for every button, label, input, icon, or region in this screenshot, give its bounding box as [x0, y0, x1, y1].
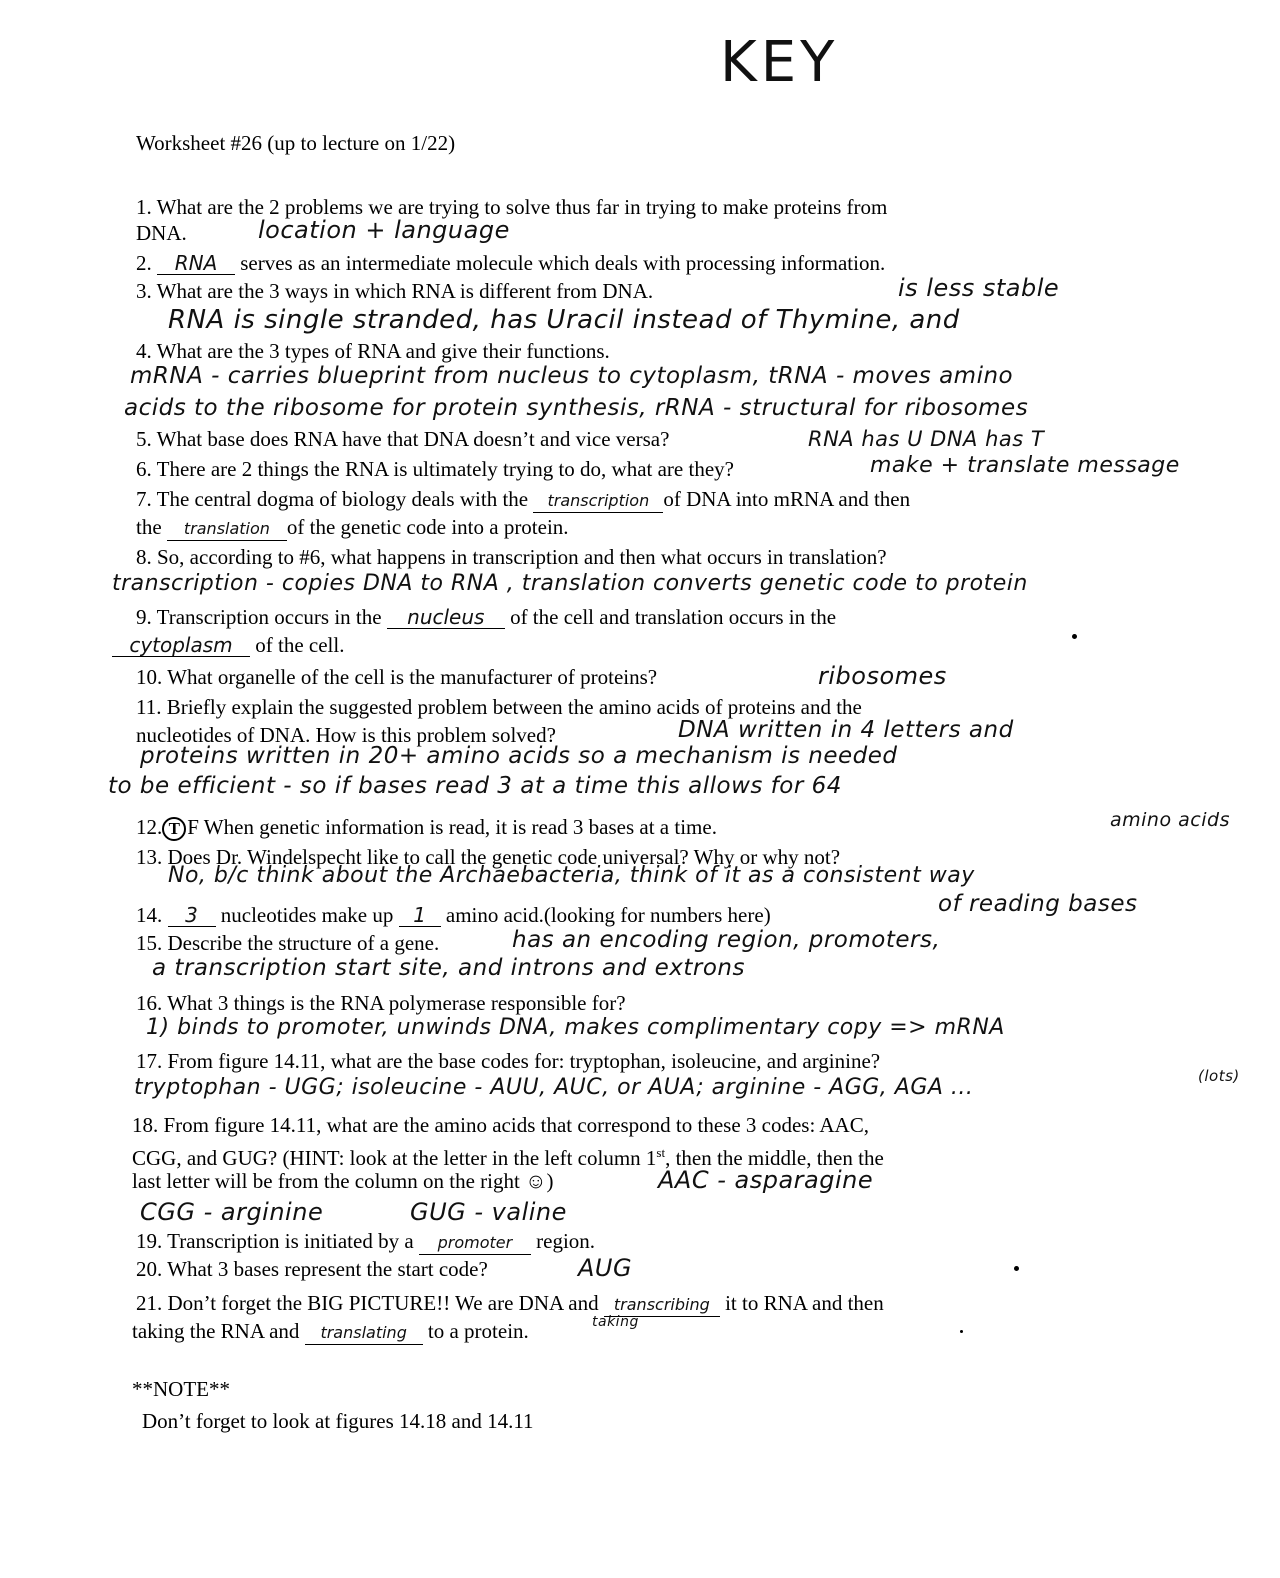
q8-answer: transcription - copies DNA to RNA , translation converts genetic code to protein [112, 571, 1028, 596]
q3-answer-a: is less stable [898, 274, 1060, 302]
q7-blank-2-answer: translation [183, 519, 270, 538]
q7-text-c: the [136, 515, 167, 539]
q18-text-a: CGG, and GUG? (HINT: look at the letter in the left column 1 [132, 1146, 657, 1170]
q12-line [136, 814, 717, 841]
q2-number: 2. [136, 251, 157, 275]
q19-blank [419, 1230, 531, 1255]
q21-line2 [132, 1318, 529, 1345]
q1-answer: location + language [258, 216, 510, 244]
q11-answer-d: amino acids [1110, 809, 1230, 831]
q21-text-c: taking the RNA and [132, 1319, 305, 1343]
q21-insert-note: taking [592, 1314, 639, 1330]
q13-answer-b: of reading bases [938, 891, 1138, 917]
q6-question: 6. There are 2 things the RNA is ultimately trying to do, what are they? [136, 457, 734, 481]
q21-text-b: it to RNA and then [719, 1291, 884, 1315]
q4-answer-a: mRNA - carries blueprint from nucleus to cytoplasm, tRNA - moves amino [130, 363, 1014, 389]
q3-question: 3. What are the 3 ways in which RNA is different from DNA. [136, 279, 654, 303]
q8-question: 8. So, according to #6, what happens in transcription and then what occurs in translation? [136, 545, 887, 569]
q13-answer-a: No, b/c think about the Archaebacteria, think of it as a consistent way [168, 863, 975, 888]
q18-answer-c: GUG - valine [410, 1198, 567, 1226]
q9-text-c: of the cell. [250, 633, 345, 657]
q14-blank-1-answer: 3 [185, 903, 198, 927]
q1-line1: 1. What are the 2 problems we are trying to solve thus far in trying to make proteins from [136, 195, 888, 219]
q16-question: 16. What 3 things is the RNA polymerase responsible for? [136, 991, 626, 1015]
q3-answer-b: RNA is single stranded, has Uracil instead of Thymine, and [168, 305, 960, 335]
q9-blank-2 [112, 634, 250, 657]
q16-answer: 1) binds to promoter, unwinds DNA, makes complimentary copy => mRNA [146, 1015, 1005, 1040]
q11-line1: 11. Briefly explain the suggested problem between the amino acids of proteins and the [136, 695, 862, 719]
q17-note: (lots) [1198, 1067, 1240, 1085]
q20-answer: AUG [578, 1254, 633, 1282]
q9-text-a: 9. Transcription occurs in the [136, 605, 387, 629]
q18-answer-b: CGG - arginine [140, 1198, 324, 1226]
q9-blank-2-answer: cytoplasm [129, 633, 233, 657]
q14-line [136, 902, 771, 928]
q14-blank-1 [168, 904, 216, 927]
q9-text-b: of the cell and translation occurs in the [504, 605, 837, 629]
q21-text-d: to a protein. [422, 1319, 529, 1343]
q21-line1 [136, 1290, 884, 1317]
q7-blank-1-answer: transcription [547, 491, 650, 510]
q21-blank-1-answer: transcribing [613, 1295, 710, 1314]
q4-question: 4. What are the 3 types of RNA and give their functions. [136, 339, 610, 363]
q10-answer: ribosomes [818, 662, 947, 690]
q18-line1: 18. From figure 14.11, what are the amino acids that correspond to these 3 codes: AAC, [132, 1113, 869, 1137]
q2-text: serves as an intermediate molecule which deals with processing information. [235, 251, 886, 275]
q5-answer: RNA has U DNA has T [808, 427, 1045, 451]
q7-blank-1 [533, 488, 663, 513]
q1-line2: DNA. [136, 221, 187, 245]
q7-text-a: 7. The central dogma of biology deals with the [136, 487, 534, 511]
q7-line1 [136, 486, 910, 513]
q9-line2 [112, 632, 344, 658]
q12-text: F When genetic information is read, it is read 3 bases at a time. [187, 815, 717, 839]
q2-blank-answer: RNA [174, 251, 218, 275]
q9-blank-1-answer: nucleus [407, 605, 485, 629]
q19-line [136, 1228, 595, 1255]
q18-line3: last letter will be from the column on the right ☺) [132, 1169, 554, 1193]
q4-answer-b: acids to the ribosome for protein synthesis, rRNA - structural for ribosomes [124, 395, 1029, 421]
q11-answer-a: DNA written in 4 letters and [678, 717, 1014, 743]
note-text: Don’t forget to look at figures 14.18 and 14.11 [142, 1409, 534, 1433]
q14-blank-2 [399, 904, 441, 927]
note-heading: **NOTE** [132, 1377, 230, 1401]
q21-blank-2-answer: translating [320, 1323, 407, 1342]
q20-question: 20. What 3 bases represent the start code? [136, 1257, 488, 1281]
q7-blank-2 [167, 516, 287, 541]
q2-line [136, 250, 885, 276]
q17-question: 17. From figure 14.11, what are the base codes for: tryptophan, isoleucine, and arginine? [136, 1049, 881, 1073]
q14-text-a: nucleotides make up [215, 903, 399, 927]
q15-answer-a: has an encoding region, promoters, [512, 927, 941, 953]
q21-text-a: 21. Don’t forget the BIG PICTURE!! We are DNA and [136, 1291, 604, 1315]
q10-question: 10. What organelle of the cell is the manufacturer of proteins? [136, 665, 658, 689]
q11-answer-c: to be efficient - so if bases read 3 at a time this allows for 64 [108, 773, 842, 799]
q18-text-b: , then the middle, then the [665, 1146, 884, 1170]
q17-answer: tryptophan - UGG; isoleucine - AUU, AUC, or AUA; arginine - AGG, AGA ... [134, 1075, 974, 1100]
q18-answer-a: AAC - asparagine [658, 1166, 874, 1194]
q2-blank [157, 252, 235, 275]
q18-superscript: st [656, 1145, 666, 1160]
speck [1072, 634, 1077, 639]
q19-blank-answer: promoter [437, 1233, 513, 1252]
q7-line2 [136, 514, 569, 541]
q19-text-a: 19. Transcription is initiated by a [136, 1229, 419, 1253]
q11-answer-b: proteins written in 20+ amino acids so a mechanism is needed [140, 743, 898, 769]
q7-text-d: of the genetic code into a protein. [286, 515, 569, 539]
q12-circled-true: T [162, 817, 186, 841]
q13-question: 13. Does Dr. Windelspecht like to call the genetic code universal? Why or why not? [136, 845, 841, 869]
worksheet-header: Worksheet #26 (up to lecture on 1/22) [136, 131, 456, 155]
q14-text-b: amino acid.(looking for numbers here) [440, 903, 771, 927]
q15-question: 15. Describe the structure of a gene. [136, 931, 440, 955]
q11-line2: nucleotides of DNA. How is this problem solved? [136, 723, 556, 747]
speck [1014, 1266, 1019, 1271]
q9-line1 [136, 604, 836, 630]
q9-blank-1 [387, 606, 505, 629]
q19-text-b: region. [530, 1229, 596, 1253]
key-title: KEY [720, 30, 839, 95]
q12-number: 12. [136, 815, 163, 839]
q15-answer-b: a transcription start site, and introns and extrons [152, 955, 745, 981]
speck [960, 1330, 963, 1333]
q14-blank-2-answer: 1 [413, 903, 426, 927]
q5-question: 5. What base does RNA have that DNA doesn’t and vice versa? [136, 427, 670, 451]
q7-text-b: of DNA into mRNA and then [663, 487, 911, 511]
q6-answer: make + translate message [870, 453, 1180, 478]
q21-blank-2 [305, 1320, 423, 1345]
q14-number: 14. [136, 903, 168, 927]
